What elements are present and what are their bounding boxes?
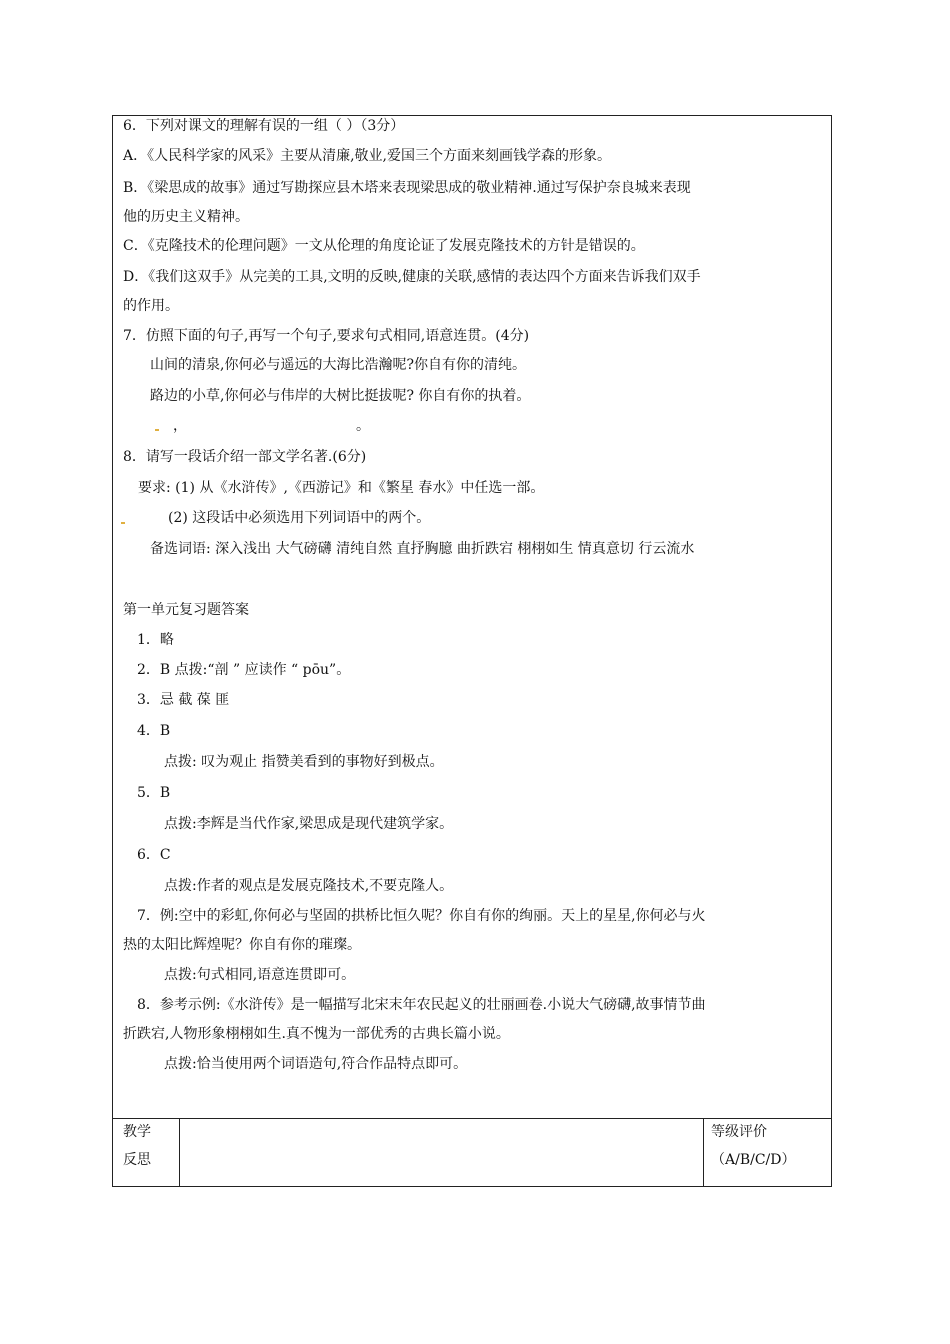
reflection-label-line1: 教学	[123, 1124, 151, 1140]
worksheet-table	[112, 115, 832, 1187]
reflection-label-line2: 反思	[123, 1152, 151, 1168]
grade-label-line2: （A/B/C/D）	[711, 1152, 796, 1168]
answer-7-note: 点拨:句式相同,语意连贯即可。	[164, 967, 356, 983]
blank-marker	[121, 522, 125, 524]
q6-stem: 6．下列对课文的理解有误的一组（ ）（3分）	[123, 118, 405, 134]
answer-8-line1: 8．参考示例:《水浒传》是一幅描写北宋末年农民起义的壮丽画卷.小说大气磅礴,故事情节曲	[137, 997, 706, 1013]
answer-5-note: 点拨:李辉是当代作家,梁思成是现代建筑学家。	[164, 816, 454, 832]
answer-7-line1: 7．例:空中的彩虹,你何必与坚固的拱桥比恒久呢？你自有你的绚丽。天上的星星,你何必与火	[137, 908, 706, 924]
answer-2: 2．B 点拨:“剖 ” 应读作 “ pōu”。	[137, 662, 351, 678]
q7-sample-1: 山间的清泉,你何必与遥远的大海比浩瀚呢?你自有你的清纯。	[150, 357, 526, 373]
answer-1: 1．略	[137, 632, 174, 648]
answer-8-line2: 折跌宕,人物形象栩栩如生.真不愧为一部优秀的古典长篇小说。	[123, 1026, 510, 1042]
answer-8-note: 点拨:恰当使用两个词语造句,符合作品特点即可。	[164, 1056, 468, 1072]
q8-word-list: 备选词语: 深入浅出 大气磅礴 清纯自然 直抒胸臆 曲折跌宕 栩栩如生 情真意切 行云流水	[150, 541, 695, 557]
q8-requirement-1: 要求: (1) 从《水浒传》,《西游记》和《繁星 春水》中任选一部。	[138, 480, 545, 496]
q8-requirement-2: (2) 这段话中必须选用下列词语中的两个。	[168, 510, 431, 526]
q6-option-d-line1: D．《我们这双手》从完美的工具,文明的反映,健康的关联,感情的表达四个方面来告诉我们双手	[123, 269, 701, 285]
answer-6-note: 点拨:作者的观点是发展克隆技术,不要克隆人。	[164, 878, 454, 894]
teaching-reflection-label	[123, 1118, 151, 1174]
q7-blank-comma: ，	[173, 418, 187, 434]
blank-marker	[155, 429, 159, 431]
q6-option-a: A．《人民科学家的风采》主要从清廉,敬业,爱国三个方面来刻画钱学森的形象。	[123, 148, 612, 164]
answer-7-line2: 热的太阳比辉煌呢？你自有你的璀璨。	[123, 937, 361, 953]
answers-title: 第一单元复习题答案	[123, 602, 249, 618]
answer-4: 4．B	[137, 723, 171, 739]
content-cell	[113, 116, 831, 1118]
q7-sample-2: 路边的小草,你何必与伟岸的大树比挺拔呢? 你自有你的执着。	[150, 388, 531, 404]
answer-4-note: 点拨: 叹为观止 指赞美看到的事物好到极点。	[164, 754, 444, 770]
q7-stem: 7．仿照下面的句子,再写一个句子,要求句式相同,语意连贯。(4分)	[123, 328, 530, 344]
q8-stem: 8．请写一段话介绍一部文学名著.(6分)	[123, 449, 367, 465]
answer-5: 5．B	[137, 785, 171, 801]
teaching-reflection-field[interactable]	[180, 1119, 702, 1185]
answer-6: 6．C	[137, 847, 171, 863]
q6-option-c: C．《克隆技术的伦理问题》一文从伦理的角度论证了发展克隆技术的方针是错误的。	[123, 238, 645, 254]
q6-option-d-line2: 的作用。	[123, 298, 179, 314]
column-divider	[703, 1118, 704, 1186]
q6-option-b-line1: B．《梁思成的故事》通过写勘探应县木塔来表现梁思成的敬业精神.通过写保护奈良城来表现	[123, 180, 691, 196]
q7-blank-period: 。	[356, 418, 370, 434]
grade-label-line1: 等级评价	[711, 1124, 767, 1140]
grade-evaluation-label	[711, 1118, 796, 1174]
answer-3: 3．忌 截 葆 匪	[137, 692, 230, 708]
q6-option-b-line2: 他的历史主义精神。	[123, 209, 249, 225]
